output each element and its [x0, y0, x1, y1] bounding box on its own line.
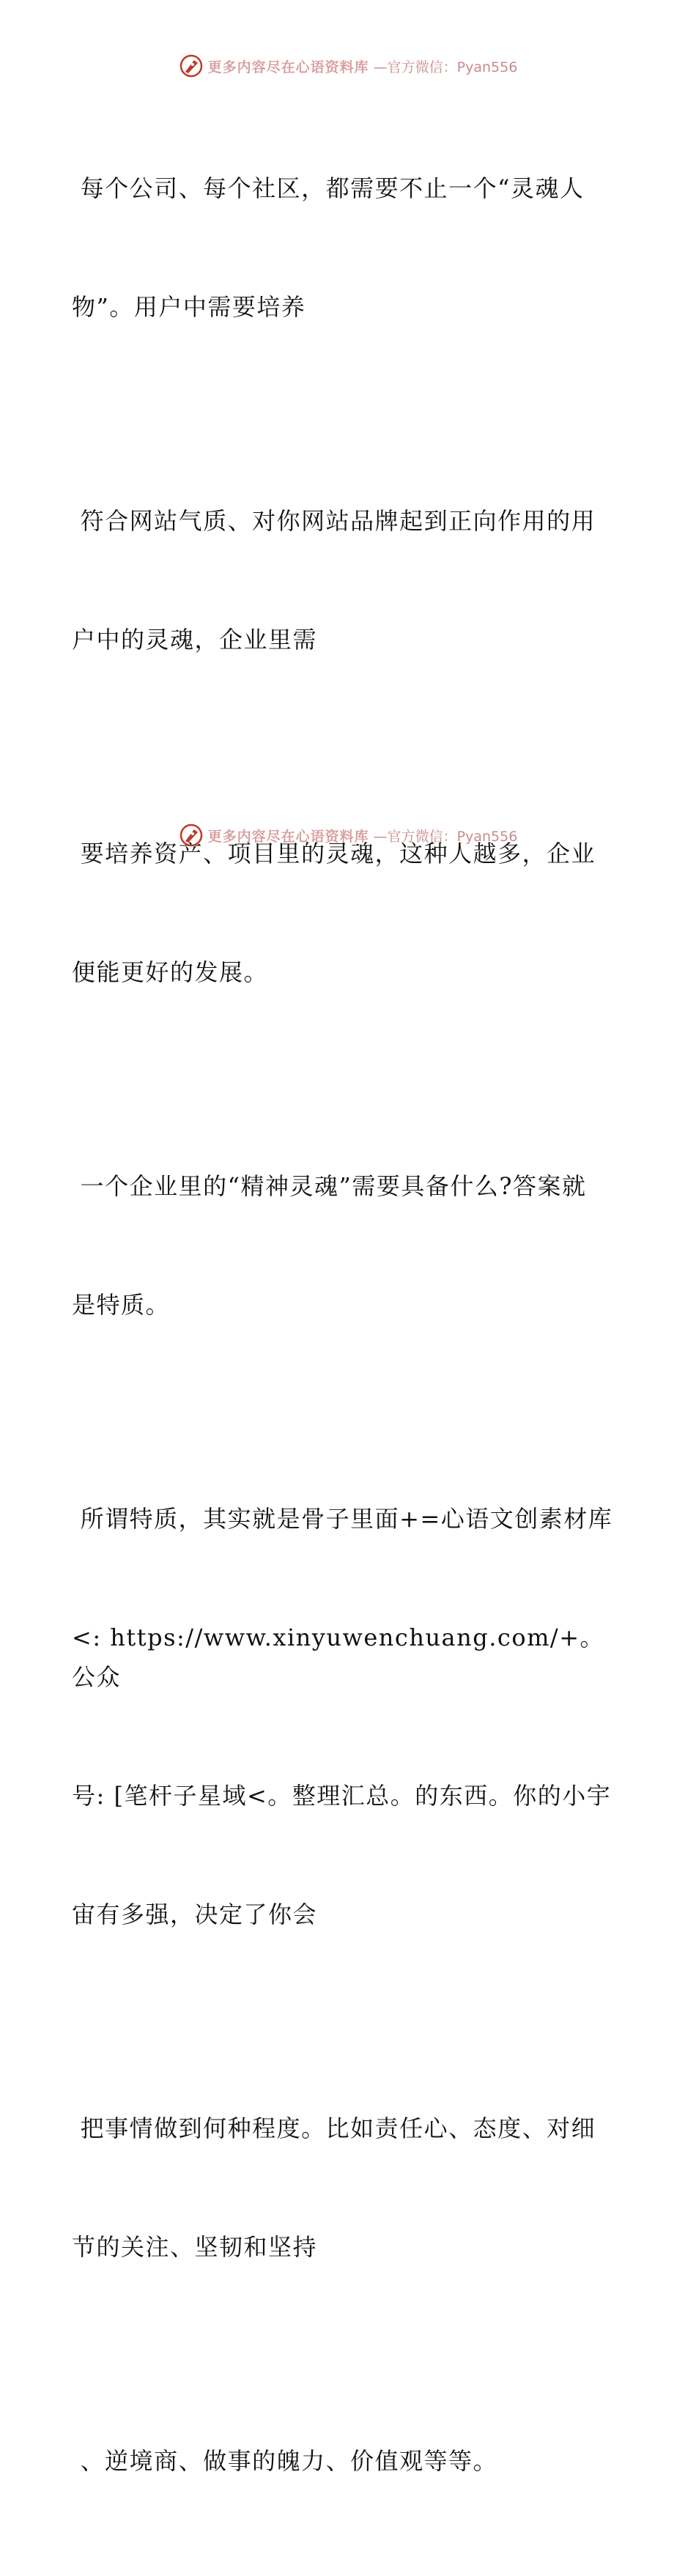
paragraph-line: 要培养资产、项目里的灵魂，这种人越多，企业	[72, 840, 596, 867]
paragraph-line: <: https://www.xinyuwenchuang.com/+。公众	[72, 1624, 605, 1691]
paragraph-line: 户中的灵魂，企业里需	[72, 626, 318, 654]
paragraph-4	[72, 1087, 629, 1404]
pen-nib-logo-icon	[179, 823, 204, 848]
paragraph-7	[72, 2362, 629, 2560]
footer-contact-text: —官方微信：Pyan556	[373, 828, 518, 845]
header-contact-text: —官方微信：Pyan556	[373, 59, 518, 75]
footer-watermark	[0, 821, 696, 850]
pen-nib-logo-icon	[179, 53, 204, 78]
paragraph-3	[72, 755, 629, 1071]
paragraph-line: 节的关注、坚韧和坚持	[72, 2233, 318, 2261]
paragraph-line: 一个企业里的“精神灵魂”需要具备什么?答案就	[72, 1172, 587, 1200]
paragraph-6	[72, 2029, 629, 2346]
paragraph-line: 符合网站气质、对你网站品牌起到正向作用的用	[72, 507, 596, 535]
paragraph-line: 号: [笔杆子星域<。整理汇总。的东西。你的小宇	[72, 1782, 612, 1810]
paragraph-1	[72, 89, 629, 406]
paragraph-line: 宙有多强，决定了你会	[72, 1900, 318, 1928]
paragraph-2	[72, 422, 629, 739]
document-body	[72, 89, 629, 2576]
paragraph-line: 物”。用户中需要培养	[72, 293, 306, 321]
paragraph-line: 便能更好的发展。	[72, 958, 269, 986]
header-watermark	[0, 51, 696, 81]
header-brand-text: 更多内容尽在心语资料库	[207, 59, 369, 75]
paragraph-line: 每个公司、每个社区，都需要不止一个“灵魂人	[72, 174, 585, 202]
paragraph-line: 把事情做到何种程度。比如责任心、态度、对细	[72, 2114, 596, 2142]
paragraph-line: 所谓特质，其实就是骨子里面+=心语文创素材库	[72, 1505, 613, 1533]
paragraph-line: 是特质。	[72, 1291, 171, 1319]
footer-brand-text: 更多内容尽在心语资料库	[207, 828, 369, 845]
paragraph-5	[72, 1420, 629, 2013]
paragraph-line: 、逆境商、做事的魄力、价值观等等。	[72, 2447, 498, 2475]
